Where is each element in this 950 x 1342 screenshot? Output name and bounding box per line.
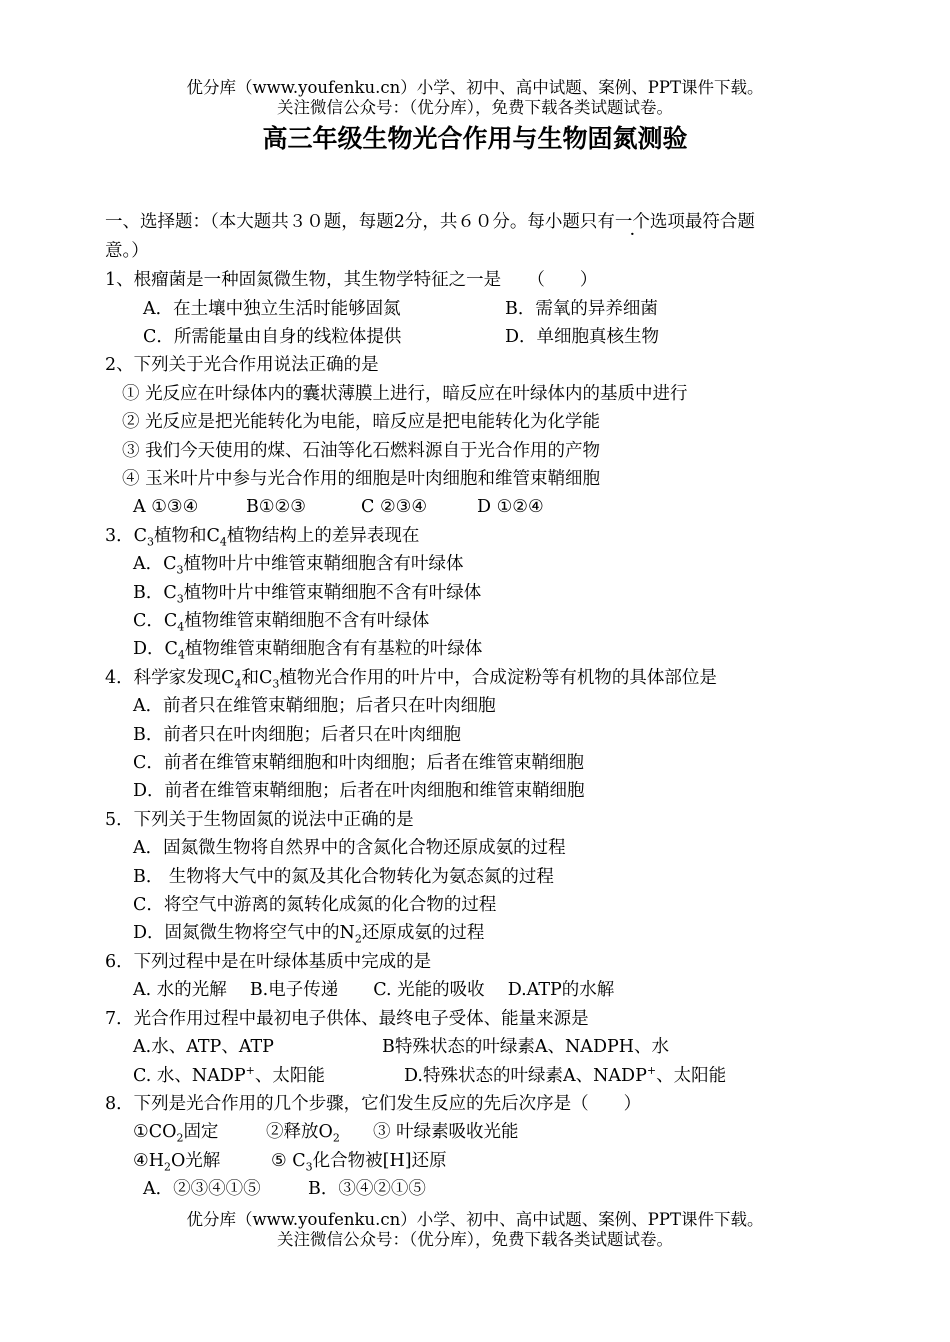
footer-line-2: 关注微信公众号：（优分库），免费下载各类试题试卷。 — [277, 1230, 673, 1249]
q3-option-d: D．$C_4$植物维管束鞘细胞含有有基粒的叶绿体 — [133, 639, 483, 662]
header-line-2: 关注微信公众号：（优分库），免费下载各类试题试卷。 — [277, 98, 673, 117]
q2-option-b: B①②③ — [246, 497, 306, 517]
q8-step-1: $①CO_2$固定 — [133, 1122, 219, 1145]
q2-statement-3: ③ 我们今天使用的煤、石油等化石燃料源自于光合作用的产物 — [122, 441, 601, 461]
q1-option-b: B．需氧的异养细菌 — [505, 299, 658, 319]
q3-option-b: B．$C_3$植物叶片中维管束鞘细胞不含有叶绿体 — [133, 583, 482, 606]
q8-option-a: A．②③④①⑤ — [143, 1179, 261, 1199]
q8-option-b: B．③④②①⑤ — [308, 1179, 426, 1199]
header-line-1: 优分库（www.youfenku.cn）小学、初中、高中试题、案例、PPT课件下载。 — [186, 78, 764, 97]
q7-stem: 7．光合作用过程中最初电子供体、最终电子受体、能量来源是 — [105, 1009, 589, 1029]
q1-option-d: D．单细胞真核生物 — [505, 327, 660, 347]
q8-step-2: ②释放$O_2$ — [266, 1122, 340, 1145]
q2-option-a: A ①③④ — [133, 497, 199, 517]
emphasis-dot-text: 一个 — [614, 212, 650, 232]
q8-step-5: ⑤ $C_3$化合物被[H]还原 — [271, 1151, 447, 1174]
q6-options: A. 水的光解 B.电子传递 C. 光能的吸收 D.ATP的水解 — [133, 980, 615, 1000]
footer-line-1: 优分库（www.youfenku.cn）小学、初中、高中试题、案例、PPT课件下载。 — [186, 1210, 764, 1229]
q7-option-b: B特殊状态的叶绿素A、NADPH、水 — [382, 1037, 670, 1057]
q5-option-c: C．将空气中游离的氮转化成氮的化合物的过程 — [133, 895, 497, 915]
q8-stem: 8．下列是光合作用的几个步骤，它们发生反应的先后次序是（ ） — [105, 1094, 642, 1114]
section-intro-cont: 意。） — [105, 241, 149, 261]
q3-option-c: C．$C_4$植物维管束鞘细胞不含有叶绿体 — [133, 611, 430, 634]
q3-stem: 3．$C_3$植物和$C_4$植物结构上的差异表现在 — [105, 526, 420, 549]
q8-step-4: $④H_2O$光解 — [133, 1151, 221, 1174]
q1-stem: 1、根瘤菌是一种固氮微生物，其生物学特征之一是 （ ） — [105, 270, 598, 290]
q5-option-d: D．固氮微生物将空气中的$N_2$还原成氨的过程 — [133, 923, 485, 946]
section-intro: 一、选择题：（本大题共３０题，每题2分，共６０分。每小题只有一个选项最符合题 — [105, 212, 755, 232]
q3-option-a: A．$C_3$植物叶片中维管束鞘细胞含有叶绿体 — [133, 554, 464, 577]
q5-stem: 5．下列关于生物固氮的说法中正确的是 — [105, 810, 414, 830]
q4-option-c: C．前者在维管束鞘细胞和叶肉细胞；后者在维管束鞘细胞 — [133, 753, 584, 773]
q2-option-d: D ①②④ — [477, 497, 544, 517]
q2-statement-4: ④ 玉米叶片中参与光合作用的细胞是叶肉细胞和维管束鞘细胞 — [122, 469, 601, 489]
q2-option-c: C ②③④ — [361, 497, 428, 517]
q4-stem: 4．科学家发现$C_4$和$C_3$植物光合作用的叶片中，合成淀粉等有机物的具体部位是 — [105, 668, 717, 691]
q5-option-b: B． 生物将大气中的氮及其化合物转化为氨态氮的过程 — [133, 867, 554, 887]
q1-option-c: C．所需能量由自身的线粒体提供 — [143, 327, 402, 347]
q2-statement-1: ① 光反应在叶绿体内的囊状薄膜上进行，暗反应在叶绿体内的基质中进行 — [122, 384, 688, 404]
q5-option-a: A．固氮微生物将自然界中的含氮化合物还原成氨的过程 — [133, 838, 566, 858]
q1-option-a: A．在土壤中独立生活时能够固氮 — [143, 299, 401, 319]
q7-option-d: D.特殊状态的叶绿素A、NADP+、太阳能 — [404, 1064, 727, 1086]
q4-option-a: A．前者只在维管束鞘细胞；后者只在叶肉细胞 — [133, 696, 496, 716]
q4-option-d: D．前者在维管束鞘细胞；后者在叶肉细胞和维管束鞘细胞 — [133, 781, 585, 801]
q2-statement-2: ② 光反应是把光能转化为电能，暗反应是把电能转化为化学能 — [122, 412, 601, 432]
q6-stem: 6．下列过程中是在叶绿体基质中完成的是 — [105, 952, 432, 972]
q4-option-b: B．前者只在叶肉细胞；后者只在叶肉细胞 — [133, 725, 461, 745]
q2-stem: 2、下列关于光合作用说法正确的是 — [105, 355, 379, 375]
q8-step-3: ③ 叶绿素吸收光能 — [373, 1122, 519, 1142]
q7-option-a: A.水、ATP、ATP — [133, 1037, 274, 1057]
page-title: 高三年级生物光合作用与生物固氮测验 — [262, 124, 688, 153]
q7-option-c: C. 水、NADP+、太阳能 — [133, 1064, 325, 1086]
